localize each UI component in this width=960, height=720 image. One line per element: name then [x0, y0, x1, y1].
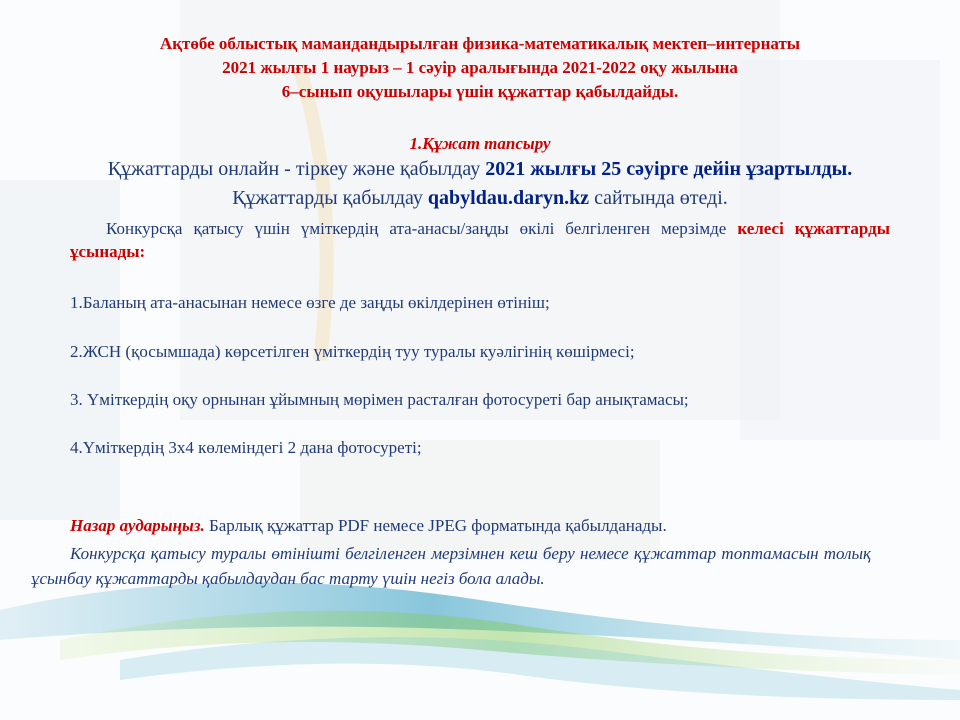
document-item-1: 1.Баланың ата-анасынан немесе өзге де заңды өкілдерінен өтініш;: [70, 293, 550, 312]
attention-note: [70, 516, 890, 536]
intro-highlight: келесі құжаттарды ұсынады:: [70, 219, 890, 261]
document-item-2: 2.ЖСН (қосымшада) көрсетілген үміткердің туу туралы куәлігінің көшірмесі;: [70, 342, 635, 361]
warning-paragraph: Конкурсқа қатысу туралы өтінішті белгіленген мерзімнен кеш беру немесе құжаттар топтамасын толық ұсынбау құжаттарды қабылдаудан бас тарту үшін негіз бола алады.: [31, 544, 871, 588]
site-line: [0, 187, 960, 210]
intro-paragraph: [70, 217, 890, 263]
deadline-text: 2021 жылғы 25 сәуірге дейін ұзартылды.: [485, 158, 853, 180]
intro-text: Конкурсқа қатысу үшін үміткердің ата-анасы/заңды өкілі белгіленген мерзімде: [106, 219, 738, 238]
attention-label: Назар аударыңыз.: [70, 516, 205, 535]
site-text-before: Құжаттарды қабылдау: [232, 187, 428, 209]
section-title: 1.Құжат тапсыру: [409, 134, 551, 153]
document-item-4: 4.Үміткердің 3х4 көлеміндегі 2 дана фотосуреті;: [70, 438, 422, 457]
document-item-3: 3. Үміткердің оқу орнынан ұйымның мөрімен расталған фотосуреті бар анықтамасы;: [70, 390, 689, 409]
online-registration-line: [0, 158, 960, 181]
header-line-1: Ақтөбе облыстық мамандандырылған физика-математикалық мектеп–интернаты: [159, 34, 801, 53]
header-line-3: 6–сынып оқушылары үшін құжаттар қабылдайды.: [281, 82, 679, 101]
site-text-after: сайтында өтеді.: [589, 187, 728, 209]
site-url-link[interactable]: qabyldau.daryn.kz: [427, 187, 590, 209]
header-announcement: [0, 32, 960, 104]
attention-text: Барлық құжаттар PDF немесе JPEG форматында қабылданады.: [204, 516, 667, 535]
online-text: Құжаттарды онлайн - тіркеу және қабылдау: [107, 158, 486, 180]
header-line-2: 2021 жылғы 1 наурыз – 1 сәуір аралығында 2021-2022 оқу жылына: [222, 58, 738, 77]
